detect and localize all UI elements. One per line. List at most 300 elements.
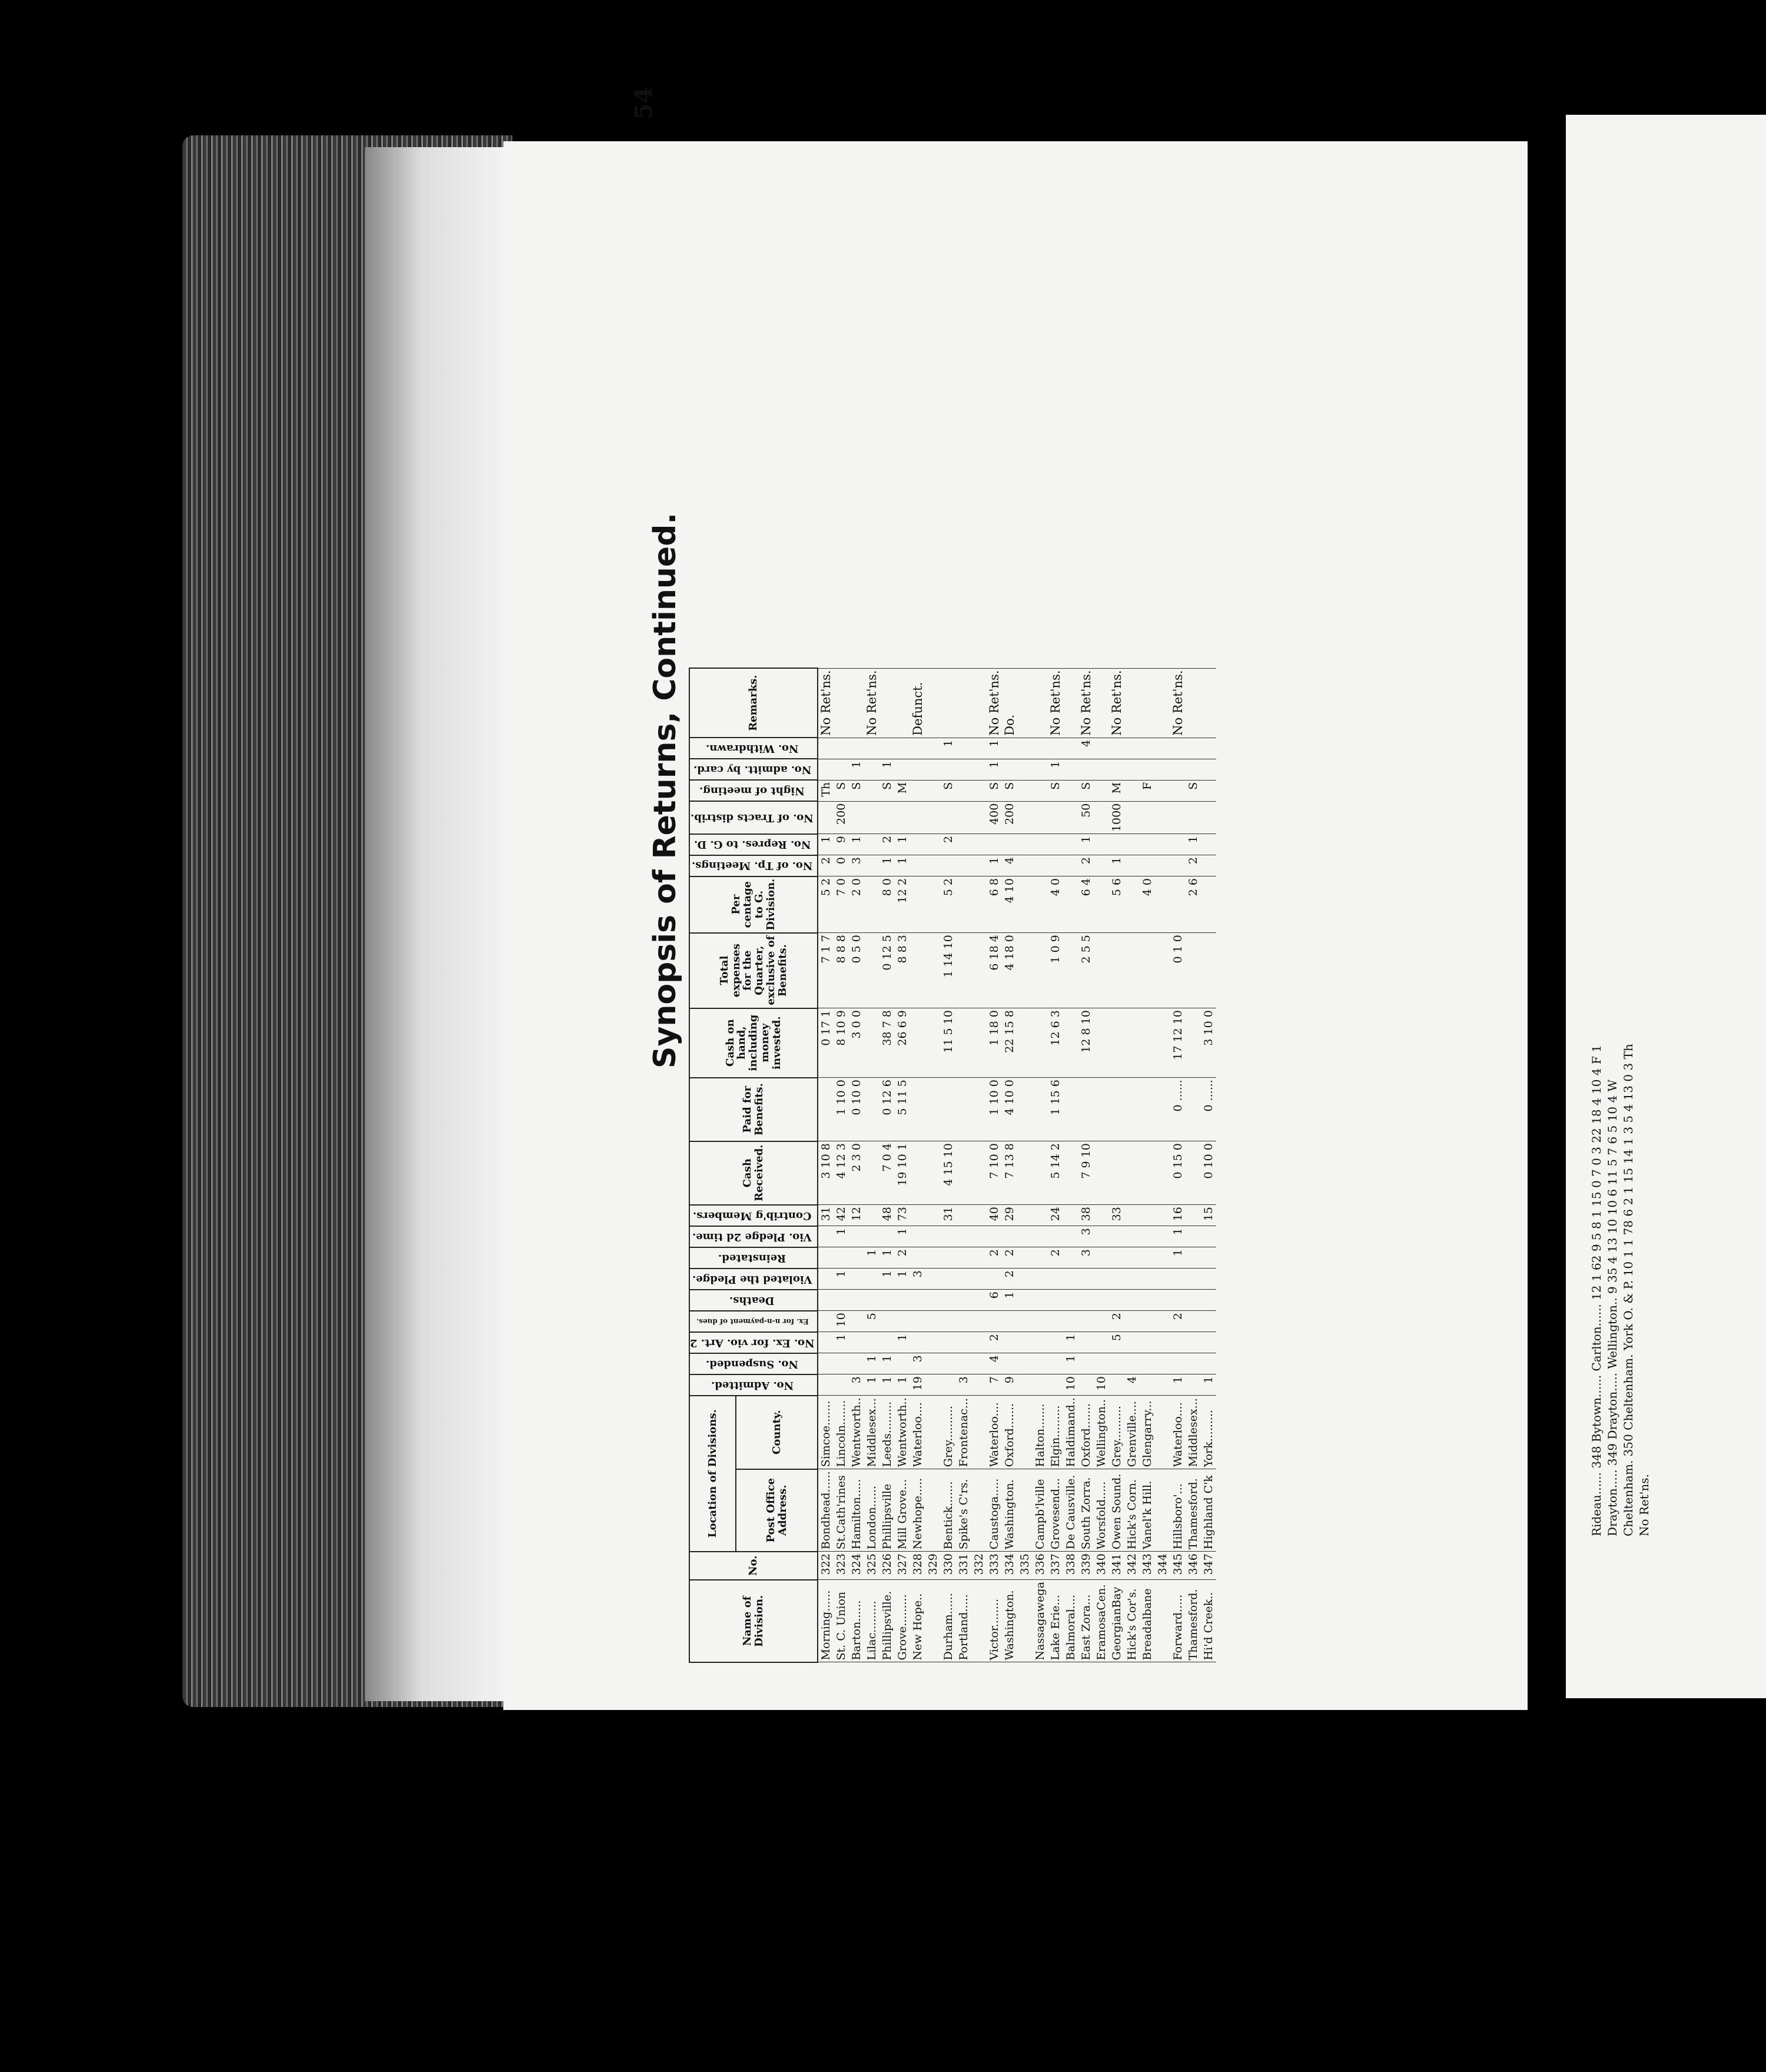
cell-con: 48: [879, 1205, 895, 1226]
cell-wd: [1094, 738, 1109, 759]
cell-con: 29: [1002, 1205, 1017, 1226]
cell-rep: [864, 834, 879, 855]
header-ex-nonpayment: Ex. for n-n-payment of dues.: [696, 1317, 809, 1326]
cell-wd: [1063, 738, 1078, 759]
cell-adm: [1186, 1374, 1201, 1396]
cell-sus: [834, 1353, 849, 1374]
cell-vp: [925, 1269, 941, 1290]
cell-d: [1017, 1290, 1033, 1311]
cell-rem: [956, 668, 971, 738]
cell-vp: 1: [879, 1269, 895, 1290]
cell-rep: [987, 834, 1002, 855]
cell-vp: [1140, 1269, 1155, 1290]
cell-pc: [1017, 876, 1033, 933]
header-name: Name of Division.: [689, 1580, 818, 1662]
cell-coh: [910, 1008, 925, 1078]
cell-con: 24: [1048, 1205, 1063, 1226]
cell-pc: 4 0: [1140, 876, 1155, 933]
cell-no: 329: [925, 1552, 941, 1580]
cell-pb: 1 10 0: [834, 1078, 849, 1141]
cell-pc: 4 10: [1002, 876, 1017, 933]
cell-sus: [1094, 1353, 1109, 1374]
cell-name: EramosaCen.: [1094, 1580, 1109, 1662]
cell-con: [1186, 1205, 1201, 1226]
cell-tp: 4: [1002, 855, 1017, 876]
cell-rein: [818, 1247, 834, 1269]
cell-adm: 1: [864, 1374, 879, 1396]
table-row: [987, 668, 1002, 1662]
cell-v2: [1017, 1226, 1033, 1247]
cell-name: Lake Erie...: [1048, 1580, 1063, 1662]
cell-tr: [849, 801, 864, 834]
cell-cr: [1186, 1141, 1201, 1205]
cell-d: [1078, 1290, 1094, 1311]
cell-adm: 4: [1124, 1374, 1140, 1396]
cell-no: 343: [1140, 1552, 1155, 1580]
cell-county: [971, 1396, 987, 1469]
cell-sus: [818, 1353, 834, 1374]
cell-vp: [1170, 1269, 1186, 1290]
cell-cr: 2 3 0: [849, 1141, 864, 1205]
cell-v2: [864, 1226, 879, 1247]
cell-pb: [1033, 1078, 1048, 1141]
table-row: [1124, 668, 1140, 1662]
cell-no: 336: [1033, 1552, 1048, 1580]
cell-cr: [1140, 1141, 1155, 1205]
cell-adm: 1: [879, 1374, 895, 1396]
cell-te: [956, 933, 971, 1008]
cell-coh: 3 10 0: [1201, 1008, 1216, 1078]
cell-te: 0 5 0: [849, 933, 864, 1008]
cell-po: [1155, 1469, 1170, 1552]
cell-ni: S: [941, 780, 956, 801]
cell-exv: [941, 1332, 956, 1353]
cell-te: [1124, 933, 1140, 1008]
cell-rein: [1140, 1247, 1155, 1269]
cell-rem: [1033, 668, 1048, 738]
cell-con: 15: [1201, 1205, 1216, 1226]
cell-name: Victor........: [987, 1580, 1002, 1662]
cell-exv: [864, 1332, 879, 1353]
cell-d: [1155, 1290, 1170, 1311]
cell-rem: Defunct.: [910, 668, 925, 738]
cell-exn: [1201, 1311, 1216, 1332]
cell-vp: [1124, 1269, 1140, 1290]
cell-pb: [956, 1078, 971, 1141]
cell-county: Simcoe.......: [818, 1396, 834, 1469]
cell-exn: [1094, 1311, 1109, 1332]
cell-rein: [1124, 1247, 1140, 1269]
cell-rein: [1201, 1247, 1216, 1269]
cell-tr: [941, 801, 956, 834]
header-remarks: Remarks.: [689, 668, 818, 738]
cell-ac: [864, 759, 879, 780]
cell-wd: [849, 738, 864, 759]
cell-con: 31: [941, 1205, 956, 1226]
cell-pb: 0 12 6: [879, 1078, 895, 1141]
cell-rem: [1155, 668, 1170, 738]
cell-wd: [895, 738, 910, 759]
cell-adm: [971, 1374, 987, 1396]
cell-pc: [956, 876, 971, 933]
cell-tp: 1: [895, 855, 910, 876]
cell-cr: [971, 1141, 987, 1205]
cell-coh: 17 12 10: [1170, 1008, 1186, 1078]
cell-county: Elgin.........: [1048, 1396, 1063, 1469]
cell-rep: [910, 834, 925, 855]
cell-con: 38: [1078, 1205, 1094, 1226]
cell-rep: [1002, 834, 1017, 855]
cell-pb: [1063, 1078, 1078, 1141]
cell-tp: [941, 855, 956, 876]
cell-county: York.........: [1201, 1396, 1216, 1469]
cell-no: 328: [910, 1552, 925, 1580]
cell-tr: [1048, 801, 1063, 834]
cell-pb: [1155, 1078, 1170, 1141]
cell-county: [1155, 1396, 1170, 1469]
cell-exn: [941, 1311, 956, 1332]
cell-tr: 400: [987, 801, 1002, 834]
cell-pc: 8 0: [879, 876, 895, 933]
cell-sus: [1078, 1353, 1094, 1374]
cell-exv: [818, 1332, 834, 1353]
cell-tr: [1063, 801, 1078, 834]
cell-po: Mill Grove...: [895, 1469, 910, 1552]
table-row: [849, 668, 864, 1662]
cell-pc: [1033, 876, 1048, 933]
cell-pc: 5 2: [818, 876, 834, 933]
cell-ac: [1170, 759, 1186, 780]
cell-adm: [925, 1374, 941, 1396]
table-row: [925, 668, 941, 1662]
cell-pb: [1124, 1078, 1140, 1141]
cell-wd: [1140, 738, 1155, 759]
cell-po: [925, 1469, 941, 1552]
cell-rein: 2: [1048, 1247, 1063, 1269]
cell-ac: [910, 759, 925, 780]
cell-no: 322: [818, 1552, 834, 1580]
cell-coh: [1017, 1008, 1033, 1078]
cell-sus: [1124, 1353, 1140, 1374]
cell-rem: [1124, 668, 1140, 738]
cell-exv: [1033, 1332, 1048, 1353]
header-night: Night of meeting.: [699, 785, 805, 798]
cell-pc: 4 0: [1048, 876, 1063, 933]
cell-d: 1: [1002, 1290, 1017, 1311]
cell-pb: [910, 1078, 925, 1141]
cell-d: [1033, 1290, 1048, 1311]
cell-tr: [1186, 801, 1201, 834]
cell-rein: [1017, 1247, 1033, 1269]
cell-coh: 8 10 9: [834, 1008, 849, 1078]
cell-ac: [1155, 759, 1170, 780]
cell-exv: [1124, 1332, 1140, 1353]
cell-coh: 12 8 10: [1078, 1008, 1094, 1078]
cell-county: Oxford.......: [1002, 1396, 1017, 1469]
cell-wd: [910, 738, 925, 759]
cell-rein: 1: [864, 1247, 879, 1269]
cell-ac: [971, 759, 987, 780]
cell-tr: [1094, 801, 1109, 834]
next-page-line: No Ret'ns.: [1637, 1474, 1651, 1536]
cell-exn: [987, 1311, 1002, 1332]
cell-v2: [1033, 1226, 1048, 1247]
cell-exv: [956, 1332, 971, 1353]
table-row: [1170, 668, 1186, 1662]
cell-name: [1017, 1580, 1033, 1662]
cell-con: [1094, 1205, 1109, 1226]
cell-po: Hillsboro'...: [1170, 1469, 1186, 1552]
cell-cr: 7 0 4: [879, 1141, 895, 1205]
cell-county: Waterloo....: [1170, 1396, 1186, 1469]
cell-cr: 0 10 0: [1201, 1141, 1216, 1205]
cell-cr: 4 12 3: [834, 1141, 849, 1205]
cell-rem: No Ret'ns.: [987, 668, 1002, 738]
header-ex-vio: No. Ex. for vio. Art. 2: [690, 1336, 815, 1349]
cell-vp: [956, 1269, 971, 1290]
cell-vp: [1109, 1269, 1124, 1290]
cell-adm: 7: [987, 1374, 1002, 1396]
cell-v2: [1063, 1226, 1078, 1247]
cell-rein: 1: [879, 1247, 895, 1269]
cell-wd: [818, 738, 834, 759]
cell-no: 339: [1078, 1552, 1094, 1580]
cell-con: [1033, 1205, 1048, 1226]
cell-wd: [834, 738, 849, 759]
cell-name: St. C. Union: [834, 1580, 849, 1662]
cell-te: [910, 933, 925, 1008]
cell-exv: [910, 1332, 925, 1353]
cell-pb: [941, 1078, 956, 1141]
cell-ni: [1017, 780, 1033, 801]
cell-v2: [1094, 1226, 1109, 1247]
cell-name: Lilac.........: [864, 1580, 879, 1662]
next-page-line: Drayton..... 349 Drayton..... Wellington.. 9 35 4 13 10 10 6 11 5 7 6 5 10 4 W: [1605, 1079, 1619, 1536]
cell-no: 337: [1048, 1552, 1063, 1580]
cell-coh: 11 5 10: [941, 1008, 956, 1078]
cell-con: [864, 1205, 879, 1226]
cell-rein: [910, 1247, 925, 1269]
cell-tr: [1033, 801, 1048, 834]
cell-rein: [834, 1247, 849, 1269]
cell-con: 33: [1109, 1205, 1124, 1226]
cell-rep: [1170, 834, 1186, 855]
cell-rep: [1033, 834, 1048, 855]
header-per-centage: Per centage to G. Division.: [689, 876, 818, 933]
cell-con: 42: [834, 1205, 849, 1226]
cell-tp: 1: [1109, 855, 1124, 876]
cell-exv: [925, 1332, 941, 1353]
cell-no: 323: [834, 1552, 849, 1580]
cell-exn: [1033, 1311, 1048, 1332]
cell-tp: [1140, 855, 1155, 876]
page-number: 54: [630, 87, 658, 119]
cell-tp: 2: [1078, 855, 1094, 876]
cell-ni: [1155, 780, 1170, 801]
table-row: [1186, 668, 1201, 1662]
table-row: [1078, 668, 1094, 1662]
cell-tp: [1048, 855, 1063, 876]
cell-wd: [1002, 738, 1017, 759]
cell-cr: [1094, 1141, 1109, 1205]
cell-v2: [818, 1226, 834, 1247]
cell-v2: [925, 1226, 941, 1247]
cell-ac: [1109, 759, 1124, 780]
cell-coh: 26 6 9: [895, 1008, 910, 1078]
cell-county: Leeds.........: [879, 1396, 895, 1469]
cell-rep: [1048, 834, 1063, 855]
cell-con: 16: [1170, 1205, 1186, 1226]
cell-vp: [1033, 1269, 1048, 1290]
cell-no: 332: [971, 1552, 987, 1580]
cell-po: South Zorra.: [1078, 1469, 1094, 1552]
cell-adm: [818, 1374, 834, 1396]
cell-te: [1155, 933, 1170, 1008]
cell-rep: [971, 834, 987, 855]
cell-pc: 6 4: [1078, 876, 1094, 933]
cell-rem: No Ret'ns.: [864, 668, 879, 738]
cell-ni: [925, 780, 941, 801]
cell-d: [941, 1290, 956, 1311]
cell-wd: [1033, 738, 1048, 759]
table-row: [1140, 668, 1155, 1662]
cell-pb: [864, 1078, 879, 1141]
cell-pc: [925, 876, 941, 933]
cell-cr: 7 13 8: [1002, 1141, 1017, 1205]
cell-no: 346: [1186, 1552, 1201, 1580]
cell-exv: [1155, 1332, 1170, 1353]
cell-name: [1155, 1580, 1170, 1662]
cell-coh: 3 0 0: [849, 1008, 864, 1078]
cell-name: Washington.: [1002, 1580, 1017, 1662]
cell-tr: [864, 801, 879, 834]
cell-rep: [1124, 834, 1140, 855]
cell-coh: 1 18 0: [987, 1008, 1002, 1078]
cell-po: [1017, 1469, 1033, 1552]
cell-ni: [910, 780, 925, 801]
cell-ac: [895, 759, 910, 780]
cell-wd: [925, 738, 941, 759]
cell-name: GeorgianBay: [1109, 1580, 1124, 1662]
cell-no: 331: [956, 1552, 971, 1580]
cell-no: 342: [1124, 1552, 1140, 1580]
cell-con: 12: [849, 1205, 864, 1226]
cell-ni: [956, 780, 971, 801]
cell-te: [1033, 933, 1048, 1008]
cell-cr: 3 10 8: [818, 1141, 834, 1205]
cell-sus: [849, 1353, 864, 1374]
cell-con: 31: [818, 1205, 834, 1226]
cell-te: [1140, 933, 1155, 1008]
cell-name: Breadalbane: [1140, 1580, 1155, 1662]
cell-coh: [1109, 1008, 1124, 1078]
cell-rep: 2: [879, 834, 895, 855]
cell-tr: [895, 801, 910, 834]
page-title: Synopsis of Returns, Continued.: [648, 512, 683, 1068]
cell-sus: [895, 1353, 910, 1374]
cell-v2: [1155, 1226, 1170, 1247]
cell-adm: 1: [1201, 1374, 1216, 1396]
cell-rem: No Ret'ns.: [1109, 668, 1124, 738]
cell-coh: [1155, 1008, 1170, 1078]
cell-pc: [910, 876, 925, 933]
cell-tp: [925, 855, 941, 876]
cell-exv: [971, 1332, 987, 1353]
table-row: [956, 668, 971, 1662]
cell-no: 330: [941, 1552, 956, 1580]
cell-te: [971, 933, 987, 1008]
cell-wd: [1017, 738, 1033, 759]
cell-ac: [818, 759, 834, 780]
cell-pb: 1 15 6: [1048, 1078, 1063, 1141]
cell-coh: 0 17 1: [818, 1008, 834, 1078]
header-deaths: Deaths.: [729, 1294, 775, 1307]
cell-te: 2 5 5: [1078, 933, 1094, 1008]
cell-rein: 3: [1078, 1247, 1094, 1269]
cell-rem: No Ret'ns.: [1048, 668, 1063, 738]
cell-rep: [1094, 834, 1109, 855]
cell-ni: S: [1186, 780, 1201, 801]
cell-rep: [1017, 834, 1033, 855]
cell-v2: [1140, 1226, 1155, 1247]
cell-pb: 0 10 0: [849, 1078, 864, 1141]
cell-rein: [925, 1247, 941, 1269]
cell-po: Campb'lville: [1033, 1469, 1048, 1552]
cell-adm: 3: [849, 1374, 864, 1396]
cell-exn: [1186, 1311, 1201, 1332]
cell-v2: 3: [1078, 1226, 1094, 1247]
cell-adm: 1: [1170, 1374, 1186, 1396]
cell-v2: [971, 1226, 987, 1247]
cell-sus: [1017, 1353, 1033, 1374]
cell-rein: 1: [1170, 1247, 1186, 1269]
cell-pc: [971, 876, 987, 933]
cell-ni: [864, 780, 879, 801]
cell-ni: S: [1078, 780, 1094, 801]
cell-ni: S: [879, 780, 895, 801]
cell-con: 40: [987, 1205, 1002, 1226]
cell-po: Caustoga.....: [987, 1469, 1002, 1552]
header-tracts: No. of Tracts distrib.: [691, 811, 814, 824]
cell-rep: [1155, 834, 1170, 855]
cell-rep: [1201, 834, 1216, 855]
cell-tr: [1140, 801, 1155, 834]
cell-wd: [1155, 738, 1170, 759]
cell-po: Owen Sound.: [1109, 1469, 1124, 1552]
cell-pc: [864, 876, 879, 933]
cell-tp: 0: [834, 855, 849, 876]
cell-cr: 0 15 0: [1170, 1141, 1186, 1205]
cell-coh: [1186, 1008, 1201, 1078]
cell-exv: [1186, 1332, 1201, 1353]
cell-tp: [1063, 855, 1078, 876]
cell-cr: [925, 1141, 941, 1205]
cell-te: [1109, 933, 1124, 1008]
cell-exn: [956, 1311, 971, 1332]
cell-pc: [1094, 876, 1109, 933]
cell-d: [1201, 1290, 1216, 1311]
cell-name: New Hope..: [910, 1580, 925, 1662]
cell-wd: [1201, 738, 1216, 759]
rotated-table-sheet: [630, 87, 1531, 1663]
cell-sus: [1002, 1353, 1017, 1374]
cell-coh: 12 6 3: [1048, 1008, 1063, 1078]
header-vio-2d: Vio. Pledge 2d time.: [692, 1230, 812, 1243]
cell-v2: 1: [895, 1226, 910, 1247]
cell-rem: [834, 668, 849, 738]
table-row: [941, 668, 956, 1662]
cell-ni: [1170, 780, 1186, 801]
